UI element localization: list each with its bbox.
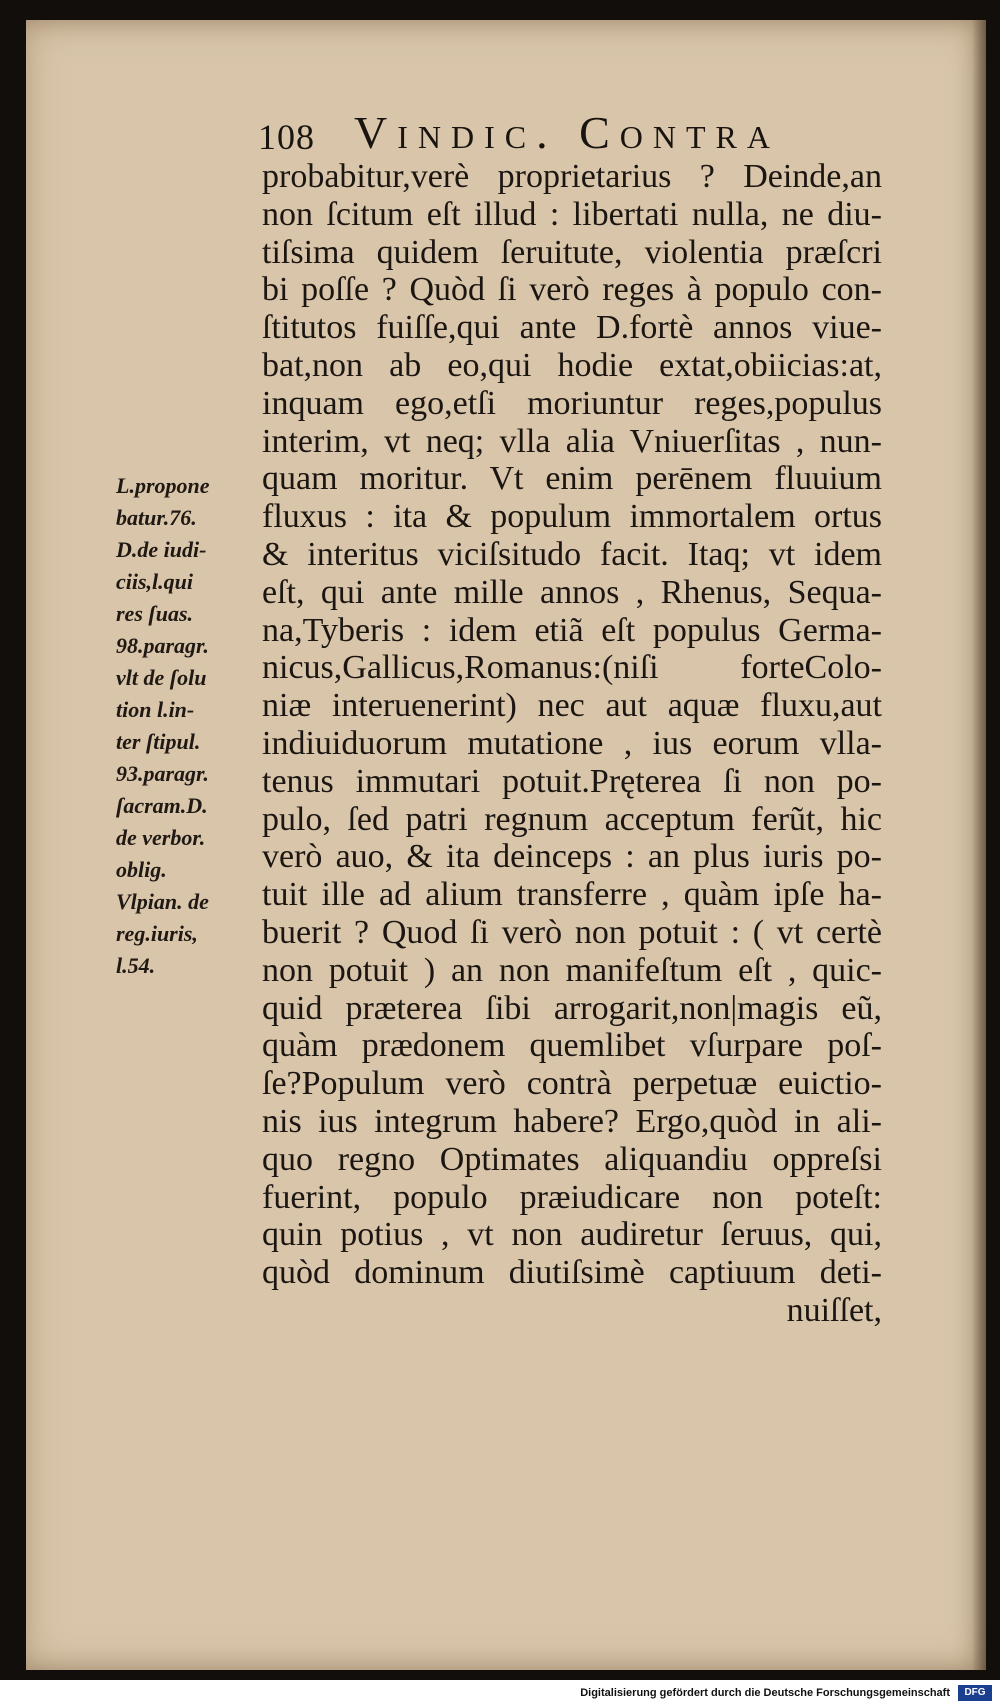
margin-note-line: batur.76. [116,505,197,530]
running-title: Vindic. Contra [354,107,780,158]
text-line: ſe?Populum verò contrà perpetuæ euictio- [262,1065,882,1103]
text-line: indiuiduorum mutatione , ius eorum vlla- [262,724,882,762]
margin-note-line: 98.paragr. [116,633,209,658]
text-line: quòd dominum diutiſsimè captiuum deti- [262,1254,882,1292]
text-line: tiſsima quidem ſeruitute, violentia præſcri [262,233,882,271]
dfg-logo: DFG [958,1685,992,1701]
text-line: non ſcitum eſt illud : libertati nulla, ne diu- [262,195,882,233]
text-line: & interitus viciſsitudo facit. Itaq; vt idem [262,535,882,573]
text-line: probabitur,verè proprietarius ? Deinde,an [262,158,882,195]
text-line: fuerint, populo præiudicare non poteſt: [262,1178,882,1216]
text-line: fluxus : ita & populum immortalem ortus [262,498,882,536]
page-edge-shadow [972,20,986,1670]
text-line: bat,non ab eo,qui hodie extat,obiicias:at, [262,346,882,384]
text-line: na,Tyberis : idem etiã eſt populus Germa- [262,611,882,649]
margin-note-line: ciis,l.qui [116,569,194,594]
text-line: bi poſſe ? Quòd ſi verò reges à populo con- [262,271,882,309]
text-line: quam moritur. Vt enim perēnem fluuium [262,460,882,498]
margin-note-line: ſacram.D. [116,793,208,818]
margin-note-line: 93.paragr. [116,761,209,786]
margin-note-line: vlt de ſolu [116,665,207,690]
text-line: quin potius , vt non audiretur ſeruus, qui, [262,1216,882,1254]
text-line: quo regno Optimates aliquandiu oppreſsi [262,1140,882,1178]
text-line: verò auo, & ita deinceps : an plus iuris po- [262,838,882,876]
margin-note-line: ter ſtipul. [116,729,201,754]
text-line: interim, vt neq; vlla alia Vniuerſitas , nun- [262,422,882,460]
text-line: nis ius integrum habere? Ergo,quòd in ali- [262,1102,882,1140]
text-line: eſt, qui ante mille annos , Rhenus, Sequa- [262,573,882,611]
text-line: inquam ego,etſi moriuntur reges,populus [262,384,882,422]
text-line: quid præterea ſibi arrogarit,non|magis eũ, [262,989,882,1027]
text-line: tuit ille ad alium transferre , quàm ipſe ha- [262,876,882,914]
text-line: nicus,Gallicus,Romanus:(niſi forteColo- [262,649,882,687]
page-number: 108 [258,117,315,157]
margin-note-line: reg.iuris, [116,921,198,946]
text-line: ſtitutos fuiſſe,qui ante D.fortè annos viue- [262,309,882,347]
text-line: tenus immutari potuit.Pręterea ſi non po- [262,762,882,800]
text-line: pulo, ſed patri regnum acceptum ferũt, hic [262,800,882,838]
catchword-line: nuiſſet, [786,1291,882,1329]
text-line: buerit ? Quod ſi verò non potuit : ( vt certè [262,913,882,951]
digitization-footer [0,1680,1000,1707]
margin-note-line: res ſuas. [116,601,194,626]
marginal-notes [116,470,256,982]
text-line: quàm prædonem quemlibet vſurpare poſ- [262,1027,882,1065]
margin-note-line: Vlpian. de [116,889,209,914]
margin-note-line: l.54. [116,953,156,978]
margin-note-line: L.propone [116,473,210,498]
text-line: niæ interuenerint) nec aut aquæ fluxu,aut [262,687,882,725]
margin-note-line: tion l.in- [116,697,195,722]
text-line: non potuit ) an non manifeſtum eſt , quic- [262,951,882,989]
funding-credit: Digitalisierung gefördert durch die Deutsche Forschungsgemeinschaft [580,1687,950,1699]
main-text-block [262,158,882,1330]
margin-note-line: de verbor. [116,825,206,850]
margin-note-line: oblig. [116,857,167,882]
margin-note-line: D.de iudi- [116,537,207,562]
